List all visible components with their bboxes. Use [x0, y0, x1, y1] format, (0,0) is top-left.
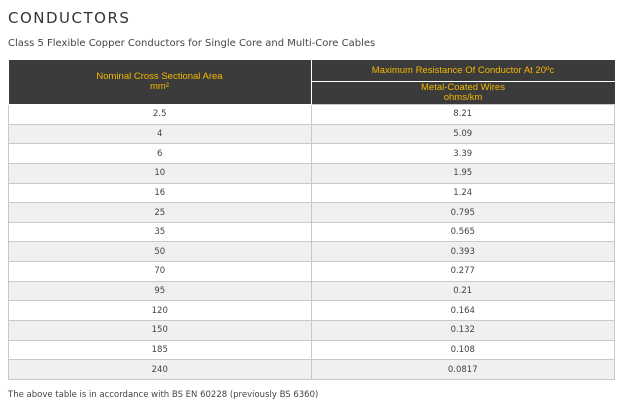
- resistance-column-header: [311, 82, 615, 105]
- resistance-cell: 0.277: [311, 262, 615, 282]
- area-cell: 95: [9, 281, 312, 301]
- area-cell: 6: [9, 144, 312, 164]
- area-header-title: Nominal Cross Sectional Area: [96, 71, 223, 82]
- area-cell: 185: [9, 340, 312, 360]
- table-row: [9, 281, 615, 301]
- table-row: [9, 222, 615, 242]
- page-subtitle: Class 5 Flexible Copper Conductors for Single Core and Multi-Core Cables: [8, 38, 376, 49]
- resistance-cell: 1.24: [311, 183, 615, 203]
- area-cell: 120: [9, 301, 312, 321]
- resistance-cell: 3.39: [311, 144, 615, 164]
- area-cell: 35: [9, 222, 312, 242]
- area-column-header: [9, 60, 312, 105]
- table-row: [9, 301, 615, 321]
- resistance-group-header: Maximum Resistance Of Conductor At 20ºc: [311, 60, 615, 82]
- area-cell: 240: [9, 360, 312, 380]
- area-cell: 50: [9, 242, 312, 262]
- resistance-cell: 0.21: [311, 281, 615, 301]
- table-row: [9, 124, 615, 144]
- conductor-table: [8, 60, 615, 380]
- table-row: [9, 144, 615, 164]
- area-cell: 16: [9, 183, 312, 203]
- table-row: [9, 105, 615, 125]
- resistance-header-unit: ohms/km: [443, 92, 483, 103]
- table-row: [9, 360, 615, 380]
- table-row: [9, 262, 615, 282]
- table-row: [9, 321, 615, 341]
- resistance-cell: 0.132: [311, 321, 615, 341]
- resistance-header-title: Metal-Coated Wires: [421, 82, 505, 93]
- area-cell: 70: [9, 262, 312, 282]
- resistance-cell: 0.393: [311, 242, 615, 262]
- resistance-cell: 0.108: [311, 340, 615, 360]
- area-cell: 4: [9, 124, 312, 144]
- table-footnote: The above table is in accordance with BS EN 60228 (previously BS 6360): [8, 390, 319, 400]
- area-cell: 10: [9, 163, 312, 183]
- resistance-cell: 1.95: [311, 163, 615, 183]
- area-header-unit: mm²: [150, 81, 169, 92]
- table-row: [9, 183, 615, 203]
- resistance-cell: 5.09: [311, 124, 615, 144]
- resistance-cell: 0.565: [311, 222, 615, 242]
- area-cell: 2.5: [9, 105, 312, 125]
- table-row: [9, 340, 615, 360]
- resistance-cell: 0.795: [311, 203, 615, 223]
- resistance-cell: 0.164: [311, 301, 615, 321]
- table-row: [9, 242, 615, 262]
- table-body: [9, 105, 615, 380]
- resistance-cell: 8.21: [311, 105, 615, 125]
- area-cell: 25: [9, 203, 312, 223]
- page-title: CONDUCTORS: [8, 9, 131, 27]
- table-row: [9, 203, 615, 223]
- table-row: [9, 163, 615, 183]
- area-cell: 150: [9, 321, 312, 341]
- resistance-cell: 0.0817: [311, 360, 615, 380]
